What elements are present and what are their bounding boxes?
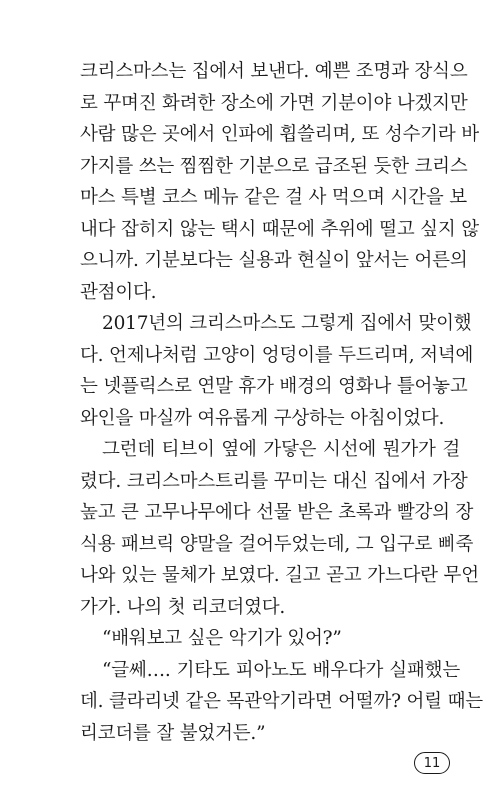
text-line: 마스 특별 코스 메뉴 같은 걸 사 먹으며 시간을 보 xyxy=(80,187,467,208)
paragraph xyxy=(80,308,474,434)
text-line: 그런데 티브이 옆에 가닿은 시선에 뭔가가 걸 xyxy=(102,439,460,460)
text-line: 관점이다. xyxy=(80,281,157,303)
body-text xyxy=(80,56,483,749)
paragraph xyxy=(80,623,460,655)
text-line: 나와 있는 물체가 보였다. 길고 곧고 가느다란 무언 xyxy=(80,565,479,586)
text-line: 다. 언제나처럼 고양이 엉덩이를 두드리며, 저녁에 xyxy=(80,344,474,366)
text-line: 식용 패브릭 양말을 걸어두었는데, 그 입구로 삐죽 xyxy=(80,533,474,555)
text-line: 내다 잡히지 않는 택시 때문에 추위에 떨고 싶지 않 xyxy=(80,218,479,240)
text-line: 2017년의 크리스마스도 그렇게 집에서 맞이했 xyxy=(102,313,472,334)
text-line: 으니까. 기분보다는 실용과 현실이 앞서는 어른의 xyxy=(80,250,468,271)
text-line: 가지를 쓰는 찜찜한 기분으로 급조된 듯한 크리스 xyxy=(80,155,468,177)
text-line: 높고 큰 고무나무에다 선물 받은 초록과 빨강의 장 xyxy=(80,502,474,523)
text-line: 는 넷플릭스로 연말 휴가 배경의 영화나 틀어놓고 xyxy=(80,376,468,397)
text-line: “배워보고 싶은 악기가 있어?” xyxy=(102,628,342,649)
text-line: 와인을 마실까 여유롭게 구상하는 아침이었다. xyxy=(80,407,445,429)
text-line: 데. 클라리넷 같은 목관악기라면 어떨까? 어릴 때는 xyxy=(80,691,483,712)
paragraph xyxy=(80,655,483,750)
text-line: 사람 많은 곳에서 인파에 휩쓸리며, 또 성수기라 바 xyxy=(80,124,479,145)
text-line: 렸다. 크리스마스트리를 꾸미는 대신 집에서 가장 xyxy=(80,470,468,492)
paragraph xyxy=(80,434,479,623)
text-line: 리코더를 잘 불었거든.” xyxy=(80,722,266,744)
paragraph xyxy=(80,56,479,308)
text-line: 크리스마스는 집에서 보낸다. 예쁜 조명과 장식으 xyxy=(80,61,468,82)
text-line: 가가. 나의 첫 리코더였다. xyxy=(80,596,286,618)
text-line: 로 꾸며진 화려한 장소에 가면 기분이야 나겠지만 xyxy=(80,92,468,114)
text-line: “글쎄…. 기타도 피아노도 배우다가 실패했는 xyxy=(102,659,460,681)
page-number: 11 xyxy=(414,752,450,774)
